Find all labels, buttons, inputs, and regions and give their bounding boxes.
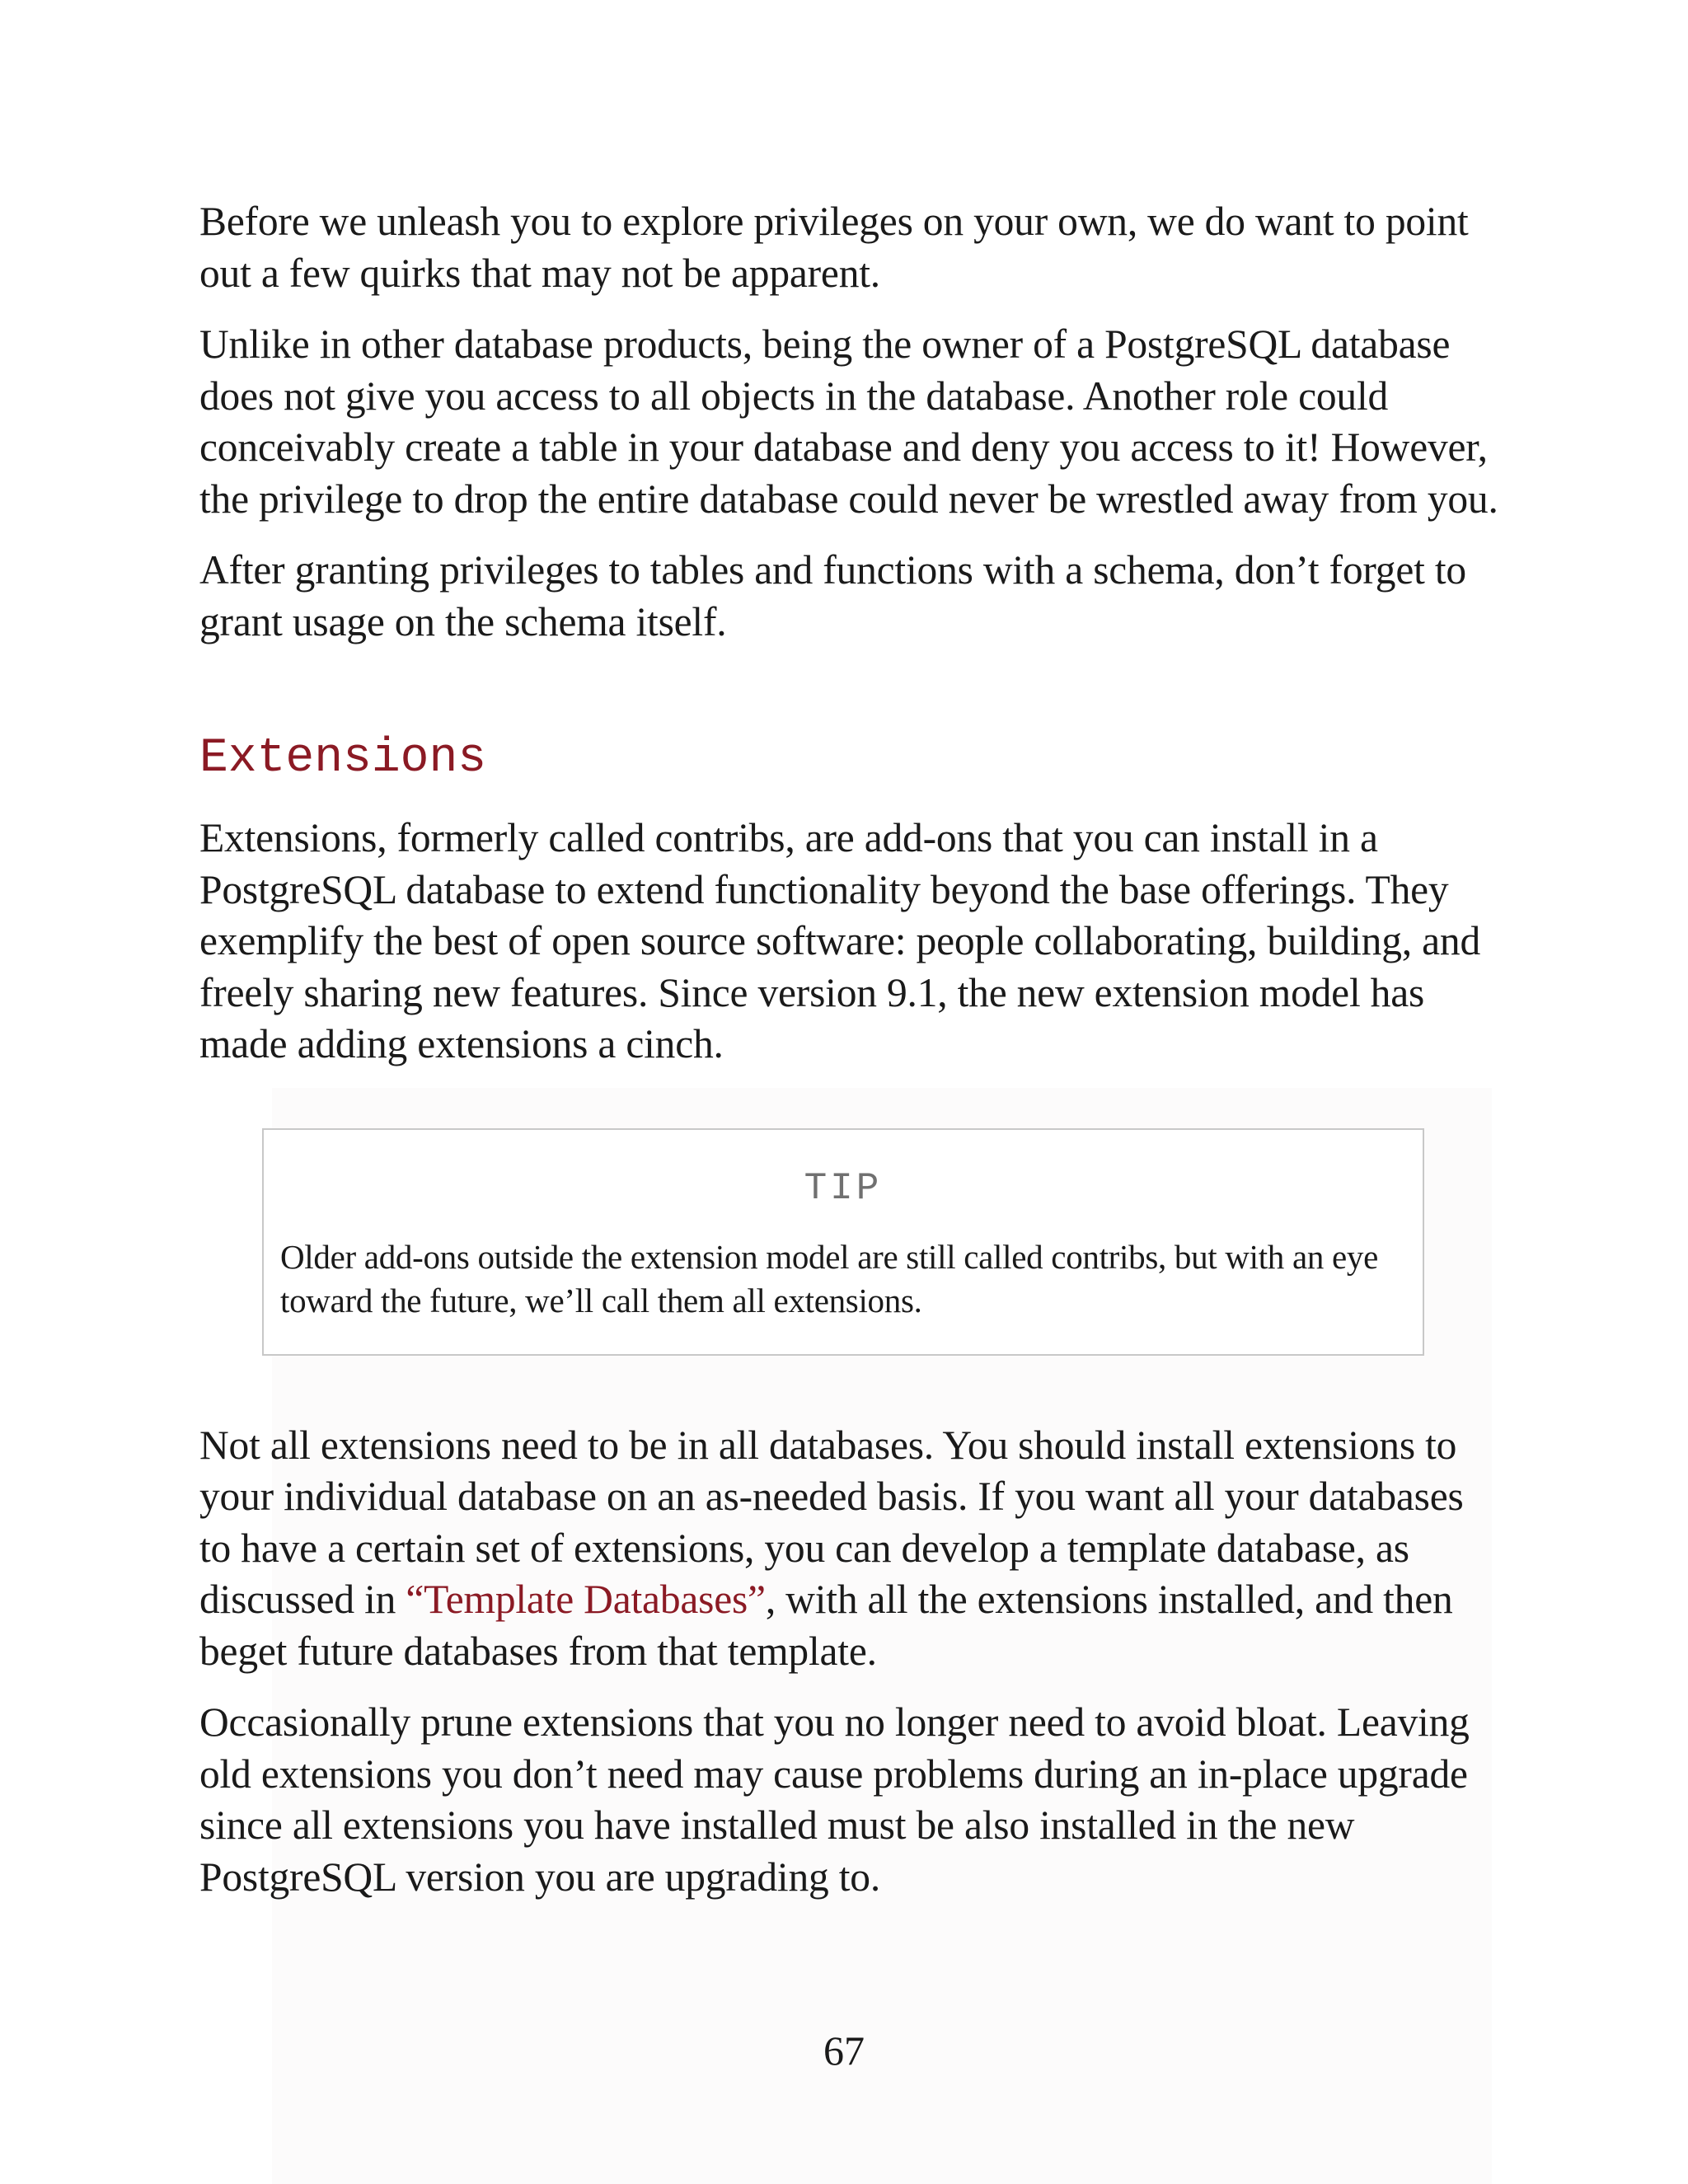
- page-content: [199, 196, 1502, 1923]
- paragraph-text-before-link: Not all extensions need to be in all databases. You should install extensions to your individual database on an as-needed basis. If you want all your databases to have a certain set of extensions, you can develop a template database, as discussed in: [199, 1422, 1464, 1622]
- tip-text: Older add-ons outside the extension model are still called contribs, but with an eye toward the future, we’ll call them all extensions.: [280, 1237, 1379, 1319]
- paragraph-schema-usage: After granting privileges to tables and functions with a schema, don’t forget to grant usage on the schema itself.: [199, 547, 1466, 644]
- section-heading-extensions: Extensions: [199, 732, 487, 785]
- paragraph-template-databases: [199, 1420, 1502, 1678]
- paragraph-text-after-link: , with all the extensions installed, and then beget future databases from that template.: [199, 1577, 1453, 1674]
- template-databases-link[interactable]: “Template Databases”: [406, 1577, 766, 1622]
- paragraph-prune-extensions: Occasionally prune extensions that you no longer need to avoid bloat. Leaving old extensions you don’t need may cause problems during an in-place upgrade since all extensions you have installed must be also installed in the new PostgreSQL version you are upgrading to.: [199, 1699, 1470, 1900]
- tip-title: TIP: [804, 1166, 883, 1210]
- paragraph-database-owner: Unlike in other database products, being the owner of a PostgreSQL database does not give you access to all objects in the database. Another role could conceivably create a table in your database and deny you access to it! However, the privilege to drop the entire database could never be wrestled away from you.: [199, 321, 1498, 522]
- tip-box: [262, 1128, 1424, 1356]
- paragraph-extensions-intro: Extensions, formerly called contribs, are add-ons that you can install in a PostgreSQL database to extend functionality beyond the base offerings. They exemplify the best of open source software: people collaborating, building, and freely sharing new features. Since version 9.1, the new extension model has made adding extensions a cinch.: [199, 815, 1480, 1066]
- paragraph-privileges-quirks: Before we unleash you to explore privileges on your own, we do want to point out a few quirks that may not be apparent.: [199, 199, 1469, 296]
- page-number: 67: [823, 2027, 865, 2074]
